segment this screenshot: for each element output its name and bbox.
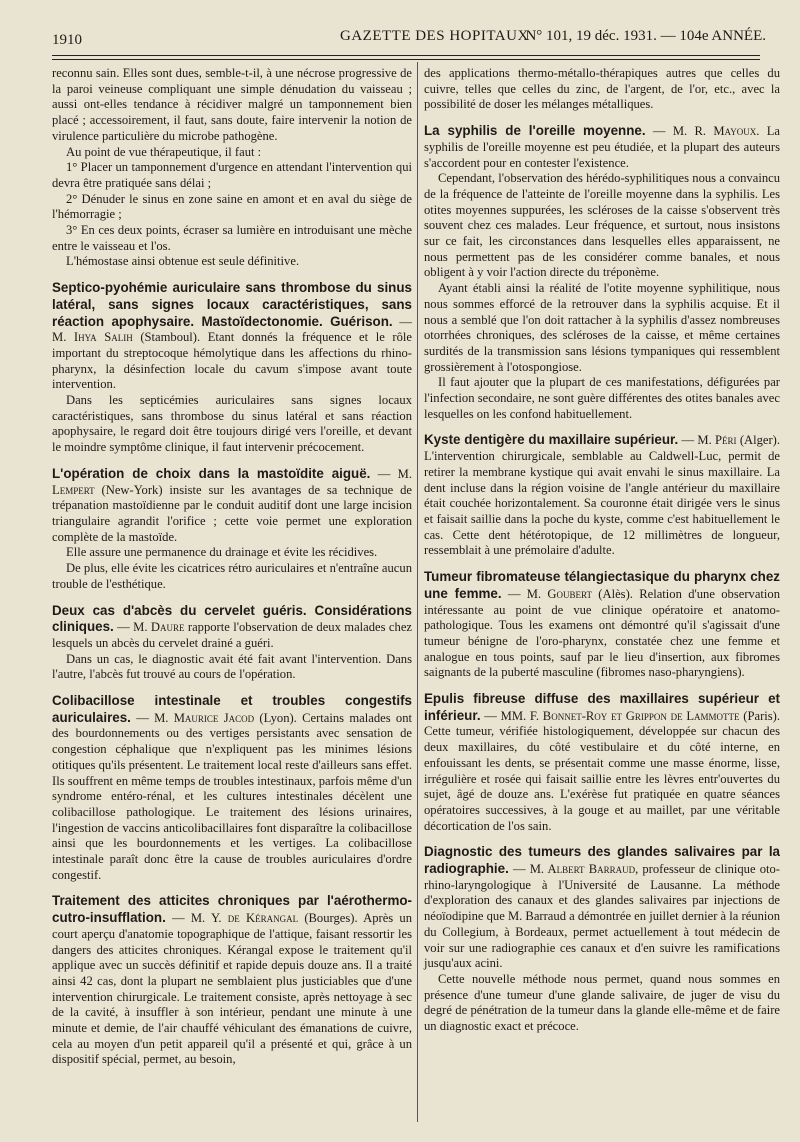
article-mastoidite: L'opération de choix dans la mastoïdite aiguë. — M. Lempert (New-York) insiste sur les avantages de sa technique de trépanation mastoïdienne par le conduit auditif dont une large incision triangulaire agrandit l'orifice ; cette voie permet une exploration complète de la mastoïde. Elle assure une permanence du drainage et évite les récidives. De plus, elle évite les cicatrices rétro auriculaires et n'entraîne aucun trouble de l'esthétique. — [52, 465, 412, 591]
article-title: Deux cas d'abcès du cervelet guéris. Considérations cliniques. — [52, 602, 412, 635]
article-text: La syphilis de l'oreille moyenne est peu étudiée, et la plupart des auteurs s'accordent pour en contester l'existence. — [424, 124, 780, 170]
article-author: M. Maurice Jacod — [154, 710, 255, 725]
article-text: (Stamboul). Etant donnés la fréquence et le rôle important du streptocoque hémolytique dans les affections du rhino-pharynx, la désinfection locale du cavum s'impose avant toute intervention. — [52, 330, 412, 392]
article-title: Kyste dentigère du maxillaire supérieur. — [424, 432, 679, 448]
article-text: (Alès). Relation d'une observation intéressante au point de vue clinique opératoire et anatomo-pathologique. Tous les examens ont démontré qu'il s'agissait d'une tumeur bénigne de l'oro-pharynx, constatée chez une femme et analogue en tous points, sauf par le lieu d'insertion, aux fibromes saignants de la puberté masculine (fibromes naso-pharyngiens). — [424, 586, 780, 680]
journal-title: GAZETTE DES HOPITAUX — [340, 28, 529, 44]
continuation-paragraph: 1° Placer un tamponnement d'urgence en attendant l'intervention qui devra être pratiquée sans délai ; — [52, 160, 412, 190]
article-author: M. R. Mayoux. — [672, 124, 760, 139]
article-text: Dans les septicémies auriculaires sans signes locaux caractéristiques, sans thrombose du sinus latéral et sans réaction apophysaire, le regard doit être toujours dirigé vers l'oreille, et devant le moindre symptôme clinique, il faut intervenir précocement. — [52, 393, 412, 455]
page-header — [40, 26, 772, 50]
article-text: , professeur de clinique oto-rhino-laryngologique à l'Université de Lausanne. La méthode d'exploration des canaux et des glandes salivaires par injections de néoïodipine que M. Barraud a démontrée en juillet dernier à la réunion du Collegium, à Bordeaux, permet actuellement à tout médecin de voir sur une radiographie ces canaux et d'en suivre les ramifications jusqu'aux acini. — [424, 862, 780, 971]
article-text: (New-York) insiste sur les avantages de sa technique de trépanation mastoïdienne par le conduit auditif dont une large incision triangulaire agrandit l'orifice ; cette voie permet une exploration complète de la mastoïde. — [52, 482, 412, 544]
column-separator — [417, 62, 418, 1122]
article-tumeur-pharynx: Tumeur fibromateuse télangiectasique du pharynx chez une femme. — M. Goubert (Alès). Relation d'une observation intéressante au point de vue clinique opératoire et anatomo-pathologique. Tous les examens ont démontré qu'il s'agissait d'une tumeur bénigne de l'oro-pharynx, constatée chez une femme et analogue en tous points, sauf par le lieu d'insertion, aux fibromes saignants de la puberté masculine (fibromes naso-pharyngiens). — [424, 569, 780, 680]
article-title: Traitement des atticites chroniques par l'aérothermo-cutro-insufflation. — [52, 893, 412, 926]
article-text: De plus, elle évite les cicatrices rétro auriculaires et n'entraîne aucun trouble de l'esthétique. — [52, 561, 412, 591]
article-text: Cependant, l'observation des hérédo-syphilitiques nous a convaincu de la fréquence de l'atteinte de l'oreille moyenne dans la syphilis. Les otites moyennes suppurées, les scléroses de la caisse s'observent très souvent chez ces malades. Leur fréquence, et surtout, nous insistons sur ce fait, les circonstances dans lesquelles elles apparaissent, ne nous permettent pas de les considérer comme banales, et nous obligent à y voir l'action directe du tréponème. — [424, 171, 780, 280]
article-epulis: Epulis fibreuse diffuse des maxillaires supérieur et inférieur. — MM. F. Bonnet-Roy et Grippon de Lammotte (Paris). Cette tumeur, vérifiée histologiquement, développée sur chacun des deux maxillaires, du côté vestibulaire et du côté interne, en enfouissant les dents, se présentait comme une masse énorme, lisse, irrégulière et rosée qui faisait saillie entre les lèvres entr'ouvertes du sujet, âgé de douze ans. L'exérèse fut pratiquée en quatre séances opératoires successives, à la gouge et au maillet, par une véritable décortication de l'os sain. — [424, 691, 781, 833]
article-text: (Bourges). Après un court aperçu d'anatomie topographique de l'attique, faisant ressortir les dangers des atticites chroniques. Kérangal expose le traitement qu'il applique avec un succès définitif et rapide depuis douze ans. Il a traité ainsi 42 cas, dont la plupart ne semblaient plus justiciables que d'une intervention chirurgicale. Le traitement consiste, après nettoyage à sec de la cavité, à insuffler à son intérieur, pendant une minute à une minute et demie, de l'air chauffé véhiculant des émanations de cuivre, cela au moyen d'un petit appareil qu'il a présenté et qui, grâce à un dispositif spécial, permet, au besoin, — [52, 911, 413, 1067]
article-text: Elle assure une permanence du drainage et évite les récidives. — [66, 545, 378, 560]
continuation-paragraph: Au point de vue thérapeutique, il faut : — [66, 144, 262, 159]
article-author: M. Lempert — [52, 466, 412, 497]
left-column — [52, 66, 412, 1068]
article-author: M. Péri — [697, 433, 737, 448]
continuation-paragraph: 2° Dénuder le sinus en zone saine en amont et en aval du siège de l'hémorragie ; — [52, 191, 412, 222]
article-author: M. Ihya Salih — [52, 330, 133, 345]
continuation-paragraph: des applications thermo-métallo-thérapiques autres que celles du cuivre, telles que celles du zinc, de l'argent, de l'or, etc., avec la possibilité de doser les mélanges métalliques. — [424, 66, 780, 112]
article-title: Diagnostic des tumeurs des glandes salivaires par la radiographie. — [424, 844, 780, 877]
article-title: La syphilis de l'oreille moyenne. — [424, 123, 646, 139]
article-kyste-dentigere: Kyste dentigère du maxillaire supérieur. — M. Péri (Alger). L'intervention chirurgicale, semblable au Caldwell-Luc, permit de retirer la membrane kystique qui avait envahi le sinus maxillaire. La dent incluse dans la région voisine de l'angle antérieur du maxillaire était couchée horizontalement. Sa couronne était dirigée vers le sinus et faisait saillie dans la poche du kyste, comme c'est habituellement le cas. Cette dent hétérotopique, de 12 millimètres de longueur, ressemblait à une prémolaire d'adulte. — [424, 432, 781, 558]
article-title: Septico-pyohémie auriculaire sans thrombose du sinus latéral, sans signes locaux caractéristiques, sans réaction apophysaire. Mastoïdectonomie. Guérison. — [52, 280, 412, 329]
article-septico-pyohemie: Septico-pyohémie auriculaire sans thrombose du sinus latéral, sans signes locaux caractéristiques, sans réaction apophysaire. Mastoïdectonomie. Guérison. — M. Ihya Salih (Stamboul). Etant donnés la fréquence et le rôle important du streptocoque hémolytique dans les affections du rhino-pharynx, la désinfection locale du cavum s'impose avant toute intervention. Dans les septicémies auriculaires sans signes locaux caractéristiques, sans thrombose du sinus latéral et sans réaction apophysaire, le regard doit être toujours dirigé vers l'oreille, et devant le moindre symptôme clinique, il faut intervenir précocement. — [52, 280, 412, 455]
article-title: Colibacillose intestinale et troubles congestifs auriculaires. — [52, 693, 412, 725]
article-abces-cervelet: Deux cas d'abcès du cervelet guéris. Considérations cliniques. — M. Daure rapporte l'observation de deux malades chez lesquels un abcès du cervelet drainé a guéri. Dans un cas, le diagnostic avait été fait avant l'intervention. Dans l'autre, l'abcès fut trouvé au cours de l'opération. — [52, 602, 412, 682]
article-text: (Paris). Cette tumeur, vérifiée histologiquement, développée sur chacun des deux maxillaires, du côté vestibulaire et du côté interne, en enfouissant les dents, se présentait comme une masse énorme, lisse, irrégulière et rosée qui faisait saillie entre les lèvres entr'ouvertes du sujet, âgé de douze ans. L'exérèse fut pratiquée en quatre séances opératoires successives, à la gouge et au maillet, par une véritable décortication de l'os sain. — [424, 708, 781, 833]
header-rule — [52, 55, 760, 60]
article-text: Il faut ajouter que la plupart de ces manifestations, défigurées par l'infection secondaire, ne sont guère différentes des otites banales avec lesquelles on les confond habituellement. — [424, 375, 780, 421]
right-column — [424, 66, 780, 1035]
article-atticites: Traitement des atticites chroniques par l'aérothermo-cutro-insufflation. — M. Y. de Kérangal (Bourges). Après un court aperçu d'anatomie topographique de l'attique, faisant ressortir les dangers des atticites chroniques. Kérangal expose le traitement qu'il applique avec un succès définitif et rapide depuis douze ans. Il a traité ainsi 42 cas, dont la plupart ne semblaient plus justiciables que d'une intervention chirurgicale. Le traitement consiste, après nettoyage à sec de la cavité, à insuffler à son intérieur, pendant une minute à une minute et demie, de l'air chauffé véhiculant des émanations de cuivre, cela au moyen d'un petit appareil qu'il a présenté et qui, grâce à un dispositif spécial, permet, au besoin, — [52, 893, 413, 1067]
article-title: L'opération de choix dans la mastoïdite aiguë. — [52, 465, 371, 481]
article-glandes-salivaires: Diagnostic des tumeurs des glandes salivaires par la radiographie. — M. Albert Barraud, professeur de clinique oto-rhino-laryngologique à l'Université de Lausanne. La méthode d'exploration des canaux et des glandes salivaires par injections de néoïodipine que M. Barraud a démontrée en juillet dernier à la réunion du Collegium, à Bordeaux, permet actuellement à tout médecin de voir sur une radiographie ces canaux et d'en suivre les ramifications jusqu'aux acini. Cette nouvelle méthode nous permet, quand nous sommes en présence d'une tumeur d'une glande salivaire, de juger de visu du degré de pénétration de la tumeur dans la glande elle-même et de faire un diagnostic exact et précoce. — [424, 844, 780, 1034]
article-text: (Lyon). Certains malades ont des bourdonnements ou des vertiges persistants avec sensation de congestion céphalique que n'expliquent pas les minimes lésions otitiques qu'ils présentent. Le traitement local reste d'ailleurs sans effet. Ils souffrent en même temps de troubles intestinaux, parfois même d'un syndrome entéro-rénal, et les cultures intestinales décèlent une colibacillose pathologique. Le traitement des lésions urinaires, l'ingestion de vaccins anticolibacillaires font disparaître la colibacillose ainsi que les bourdonnements et les vertiges. La colibacillose intestinale paraît donc être la cause de troubles auriculaires d'ordre congestif. — [52, 710, 413, 882]
article-text: Ayant établi ainsi la réalité de l'otite moyenne syphilitique, nous nous sommes efforcé de la retrouver dans la syphilis acquise. Et il nous a semblé que l'on doit rattacher à la syphilis d'assez nombreuses otorrhées chroniques, des scléroses de la caisse, et même certaines surdités de la transmission sans lésions tympaniques qui ressemblent grossièrement à l'otospongiose. — [424, 281, 780, 374]
article-title: Epulis fibreuse diffuse des maxillaires supérieur et inférieur. — [424, 691, 780, 723]
article-author: M. Daure — [133, 620, 185, 635]
article-text: rapporte l'observation de deux malades chez lesquels un abcès du cervelet drainé a guéri. — [52, 620, 412, 650]
continuation-paragraph: L'hémostase ainsi obtenue est seule définitive. — [66, 254, 300, 269]
article-text: (Alger). L'intervention chirurgicale, semblable au Caldwell-Luc, permit de retirer la membrane kystique qui avait envahi le sinus maxillaire. La dent incluse dans la région voisine de l'angle antérieur du maxillaire était couchée horizontalement. Sa couronne était dirigée vers le sinus et faisait saillie dans la poche du kyste, comme c'est habituellement le cas. Cette dent hétérotopique, de 12 millimètres de longueur, ressemblait à une prémolaire d'adulte. — [424, 433, 781, 558]
issue-line: N° 101, 19 déc. 1931. — 104e ANNÉE. — [525, 28, 766, 44]
continuation-paragraph: 3° En ces deux points, écraser sa lumière en introduisant une mèche entre le vaisseau et l'os. — [52, 223, 412, 253]
article-author: M. Y. de Kérangal — [190, 911, 299, 926]
article-title: Tumeur fibromateuse télangiectasique du pharynx chez une femme. — [424, 569, 780, 601]
article-colibacillose: Colibacillose intestinale et troubles congestifs auriculaires. — M. Maurice Jacod (Lyon). Certains malades ont des bourdonnements ou des vertiges persistants avec sensation de congestion céphalique que n'expliquent pas les minimes lésions otitiques qu'ils présentent. Le traitement local reste d'ailleurs sans effet. Ils souffrent en même temps de troubles intestinaux, parfois même d'un syndrome entéro-rénal, et les cultures intestinales décèlent une colibacillose pathologique. Le traitement des lésions urinaires, l'ingestion de vaccins anticolibacillaires font disparaître la colibacillose ainsi que les bourdonnements et les vertiges. La colibacillose intestinale paraît donc être la cause de troubles auriculaires d'ordre congestif. — [52, 693, 413, 882]
continuation-paragraph: reconnu sain. Elles sont dues, semble-t-il, à une nécrose progressive de la paroi veineuse compliquant une simple dénudation du vaisseau ; aussi ont-elles tendance à récidiver malgré un tamponnement bien placé ; accessoirement, il faut, sans doute, faire intervenir la notion de virulence particulière du microbe pathogène. — [52, 66, 412, 143]
article-author: M. Goubert — [526, 586, 592, 601]
page-number: 1910 — [52, 32, 82, 48]
article-text: Cette nouvelle méthode nous permet, quand nous sommes en présence d'une tumeur d'une glande salivaire, de juger de visu du degré de pénétration de la tumeur dans la glande elle-même et de faire un diagnostic exact et précoce. — [424, 971, 780, 1034]
article-author: MM. F. Bonnet-Roy et Grippon de Lammotte — [500, 708, 740, 723]
article-text: Dans un cas, le diagnostic avait été fait avant l'intervention. Dans l'autre, l'abcès fut trouvé au cours de l'opération. — [52, 651, 412, 682]
article-author: M. Albert Barraud — [529, 862, 636, 877]
article-syphilis-oreille: La syphilis de l'oreille moyenne. — M. R. Mayoux. La syphilis de l'oreille moyenne est peu étudiée, et la plupart des auteurs s'accordent pour en contester l'existence. Cependant, l'observation des hérédo-syphilitiques nous a convaincu de la fréquence de l'atteinte de l'oreille moyenne dans la syphilis. Les otites moyennes suppurées, les scléroses de la caisse s'observent très souvent chez ces malades. Leur fréquence, et surtout, nous insistons sur ce fait, les circonstances dans lesquelles elles apparaissent, ne nous permettent pas de les considérer comme banales, et nous obligent à y voir l'action directe du tréponème. Ayant établi ainsi la réalité de l'otite moyenne syphilitique, nous nous sommes efforcé de la retrouver dans la syphilis acquise. Et il nous a semblé que l'on doit rattacher à la syphilis d'assez nombreuses otorrhées chroniques, des scléroses de la caisse, et même certaines surdités de la transmission sans lésions tympaniques qui ressemblent grossièrement à l'otospongiose. Il faut ajouter que la plupart de ces manifestations, défigurées par l'infection secondaire, ne sont guère différentes des otites banales avec lesquelles on les confond habituellement. — [424, 123, 780, 421]
